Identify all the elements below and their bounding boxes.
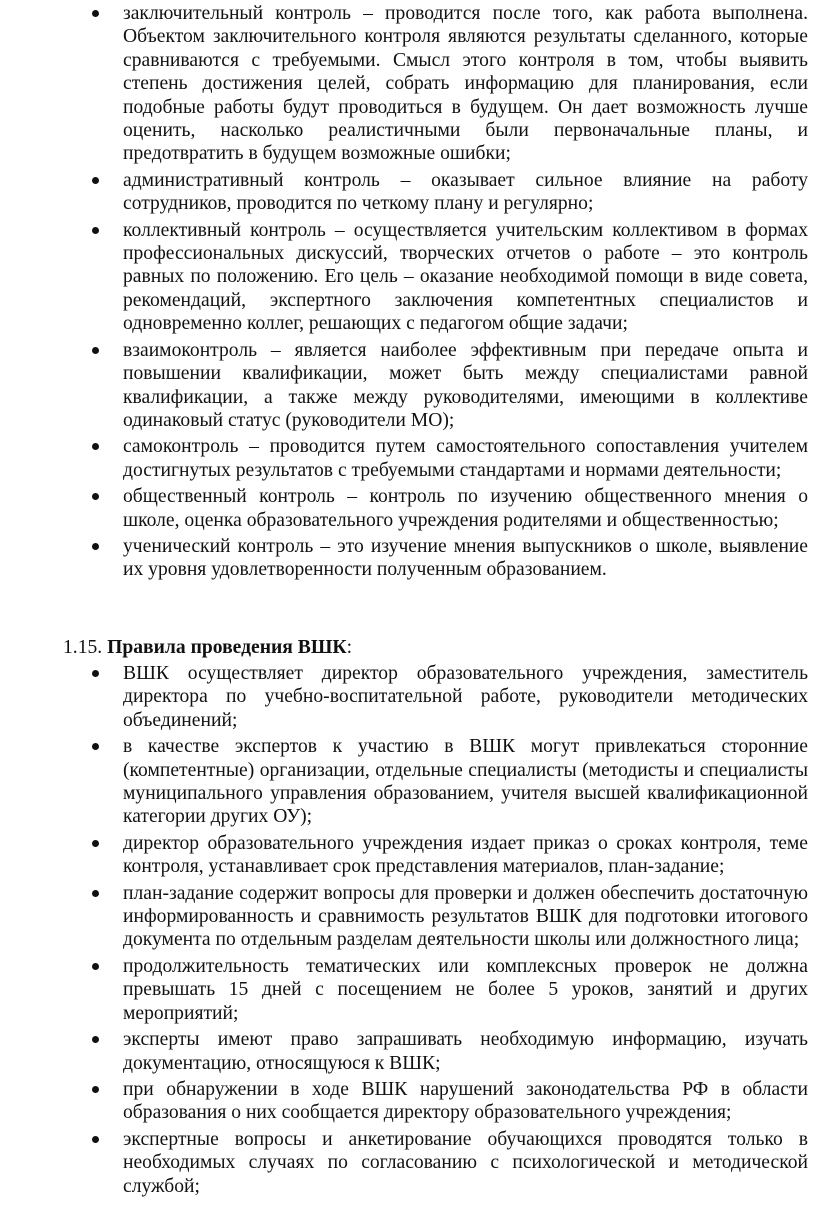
list-item-text: продолжительность тематических или комплексных проверок не должна превышать 15 дней с посещением не более 5 уроков, занятий и других мероприятий; (123, 955, 808, 1024)
list-item (0, 435, 816, 482)
list-item-text: самоконтроль – проводится путем самостоятельного сопоставления учителем достигнутых результатов с требуемыми стандартами и нормами деятельности; (123, 436, 808, 481)
list-item-text: ученический контроль – это изучение мнения выпускников о школе, выявление их уровня удовлетворенности полученным образованием. (123, 535, 808, 581)
list-item (0, 535, 816, 582)
list-item-text: директор образовательного учреждения издает приказ о сроках контроля, теме контроля, устанавливает срок представления материалов, план-задание; (123, 832, 808, 878)
bullet-icon (92, 227, 99, 234)
list-item (0, 662, 816, 732)
list-item-text: административный контроль – оказывает сильное влияние на работу сотрудников, проводится по четкому плану и регулярно; (123, 169, 808, 215)
list-item-text: экспертные вопросы и анкетирование обучающихся проводятся только в необходимых случаях по согласованию с психологической и методической службой; (123, 1128, 808, 1197)
list-item (0, 1078, 816, 1125)
bullet-icon (92, 890, 99, 897)
section-title-suffix: : (346, 637, 353, 658)
list-item (0, 1028, 816, 1075)
bullet-icon (92, 347, 99, 354)
list-item-text: в качестве экспертов к участию в ВШК могут привлекаться сторонние (компетентные) организации, отдельные специалисты (методисты и специалисты муниципального управления образованием, учителя высшей квалификационной категории других ОУ); (123, 736, 808, 828)
list-item (0, 339, 816, 433)
bullet-icon (92, 443, 99, 450)
list-item (0, 485, 816, 532)
bullet-icon (92, 177, 99, 184)
list-item-text: заключительный контроль – проводится после того, как работа выполнена. Объектом заключительного контроля являются результаты сделанного, которые сравниваются с требуемыми. Смысл этого контроля в том, чтобы выявить степень достижения целей, собрать информацию для планирования, если подобные работы будут проводиться в будущем. Он дает возможность лучше оценить, насколько реалистичными были первоначальные планы, и предотвратить в будущем возможные ошибки; (123, 3, 808, 165)
section-heading (63, 636, 803, 659)
list-item-text: план-задание содержит вопросы для проверки и должен обеспечить достаточную информированность и сравнимость результатов ВШК для подготовки итогового документа по отдельным разделам деятельности школы или должностного лица; (123, 882, 808, 951)
bullet-icon (92, 963, 99, 970)
section-number: 1.15. (63, 637, 103, 658)
vshk-rules-list (0, 662, 816, 1201)
list-item-text: при обнаружении в ходе ВШК нарушений законодательства РФ в области образования о них сообщается директору образовательного учреждения; (123, 1078, 808, 1124)
list-item (0, 882, 816, 952)
control-types-list (0, 2, 816, 585)
bullet-icon (92, 493, 99, 500)
list-item (0, 2, 816, 166)
list-item-text: общественный контроль – контроль по изучению общественного мнения о школе, оценка образовательного учреждения родителями и общественностью; (123, 486, 808, 531)
bullet-icon (92, 10, 99, 17)
list-item-text: ВШК осуществляет директор образовательного учреждения, заместитель директора по учебно-воспитательной работе, руководители методических объединений; (123, 663, 808, 731)
list-item (0, 219, 816, 336)
list-item (0, 832, 816, 879)
list-item (0, 955, 816, 1025)
list-item-text: взаимоконтроль – является наиболее эффективным при передаче опыта и повышении квалификации, может быть между специалистами равной квалификации, а также между руководителями, имеющими в коллективе одинаковый статус (руководители МО); (123, 339, 808, 431)
list-item (0, 169, 816, 216)
bullet-icon (92, 1086, 99, 1093)
bullet-icon (92, 670, 99, 677)
bullet-icon (92, 1136, 99, 1143)
list-item (0, 1128, 816, 1198)
section-title: Правила проведения ВШК (107, 637, 347, 658)
list-item (0, 735, 816, 829)
bullet-icon (92, 543, 99, 550)
bullet-icon (92, 743, 99, 750)
bullet-icon (92, 840, 99, 847)
list-item-text: коллективный контроль – осуществляется учительским коллективом в формах профессиональных дискуссий, творческих отчетов о работе – это контроль равных по положению. Его цель – оказание необходимой помощи в виде совета, рекомендаций, экспертного заключения компетентных специалистов и одновременно коллег, решающих с педагогом общие задачи; (123, 219, 808, 335)
bullet-icon (92, 1036, 99, 1043)
list-item-text: эксперты имеют право запрашивать необходимую информацию, изучать документацию, относящуюся к ВШК; (123, 1029, 808, 1074)
